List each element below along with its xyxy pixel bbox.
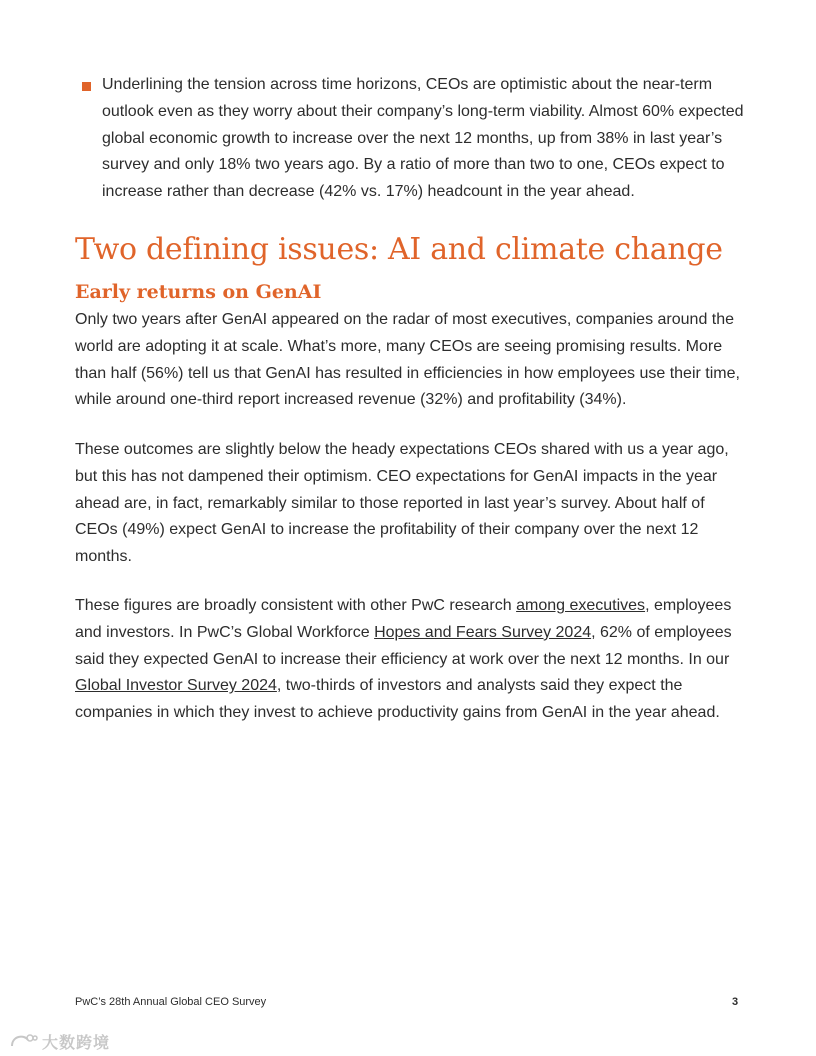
link-hopes-and-fears-survey[interactable]: Hopes and Fears Survey 2024 bbox=[374, 623, 592, 641]
watermark-text: 大数跨境 bbox=[42, 1035, 111, 1052]
paragraph-3-text-3: , 62% of employees said they expected GenAI to increase their efficiency at work over the next 12 months. In our bbox=[75, 623, 732, 668]
paragraph-1: Only two years after GenAI appeared on the radar of most executives, companies around the world are adopting it at scale. What’s more, many CEOs are seeing promising results. More than half (56%) tell us that GenAI has resulted in efficiencies in how employees use their time, while around one-third report increased revenue (32%) and profitability (34%). bbox=[75, 311, 740, 409]
section-subtitle: Early returns on GenAI bbox=[75, 281, 322, 303]
paragraph-3-text-4: , two-thirds of investors and analysts said they expect the companies in which they invest to achieve productivity gains from GenAI in the year ahead. bbox=[75, 677, 720, 722]
paragraph-3-text-2: , employees and investors. In PwC’s Global Workforce bbox=[75, 597, 732, 641]
section-title: Two defining issues: AI and climate change bbox=[75, 232, 723, 267]
link-global-investor-survey[interactable]: Global Investor Survey 2024 bbox=[75, 677, 277, 695]
square-bullet-icon bbox=[82, 82, 91, 91]
footer-title: PwC’s 28th Annual Global CEO Survey bbox=[75, 996, 267, 1008]
bullet-text: Underlining the tension across time horizons, CEOs are optimistic about the near-term outlook even as they worry about their company’s long-term viability. Almost 60% expected global economic growth to increase over the next 12 months, up from 38% in last year’s survey and only 18% two years ago. By a ratio of more than two to one, CEOs expect to increase rather than decrease (42% vs. 17%) headcount in the year ahead. bbox=[102, 76, 744, 201]
watermark-logo-icon bbox=[8, 1032, 38, 1052]
watermark bbox=[8, 1030, 110, 1053]
paragraph-3 bbox=[75, 593, 745, 727]
paragraph-3-text-1: These figures are broadly consistent with other PwC research bbox=[75, 597, 517, 614]
link-among-executives[interactable]: among executives bbox=[516, 597, 646, 614]
paragraph-2: These outcomes are slightly below the heady expectations CEOs shared with us a year ago, but this has not dampened their optimism. CEO expectations for GenAI impacts in the year ahead are, in fact, remarkably similar to those reported in last year’s survey. About half of CEOs (49%) expect GenAI to increase the profitability of their company over the next 12 months. bbox=[75, 441, 729, 566]
bullet-item bbox=[82, 72, 752, 206]
page-number: 3 bbox=[732, 996, 739, 1008]
